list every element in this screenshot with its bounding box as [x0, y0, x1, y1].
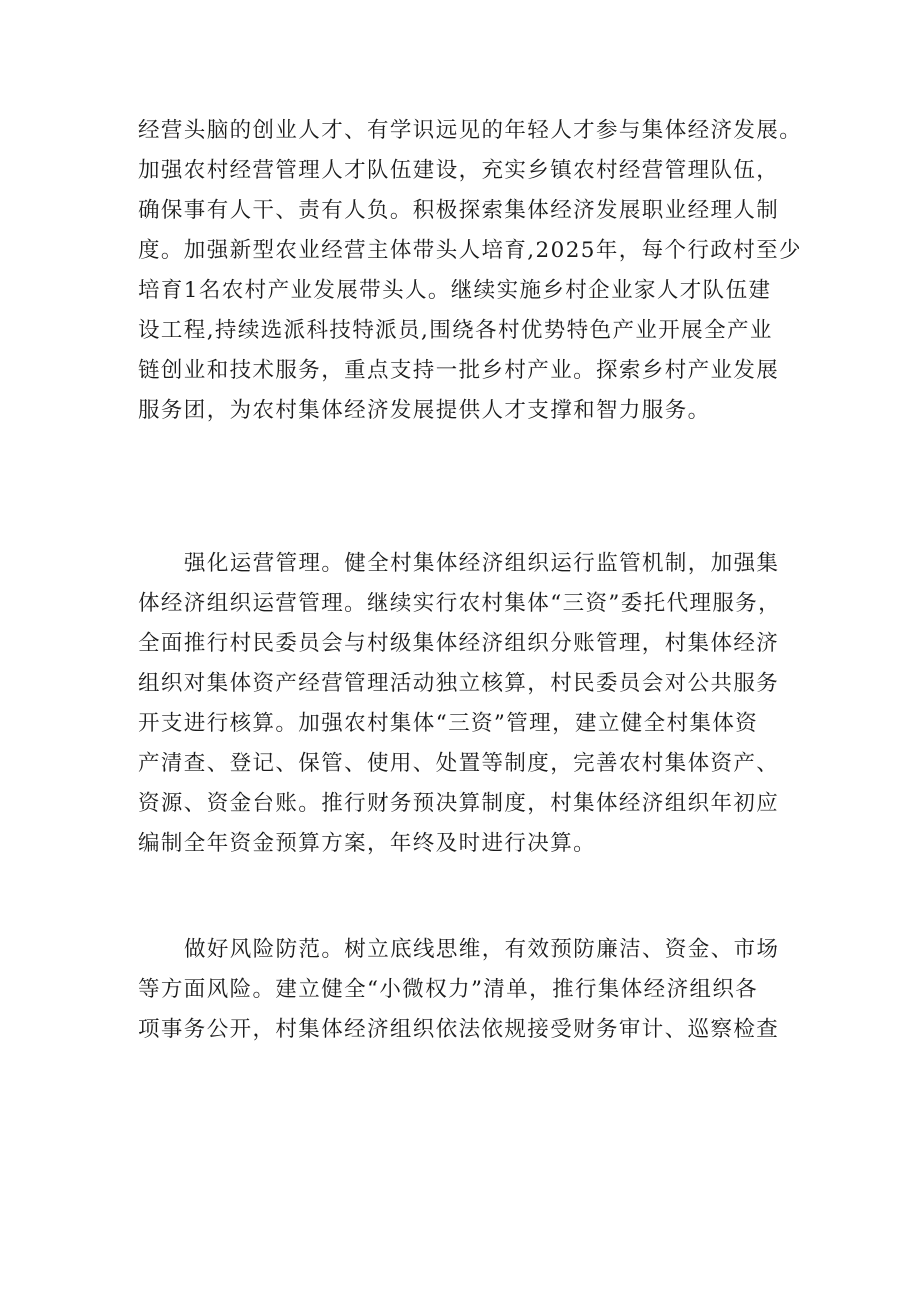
- text-line: 经营头脑的创业人才、有学识远见的年轻人才参与集体经济发展。: [138, 118, 803, 143]
- text-line: 加强农村经营管理人才队伍建设，充实乡镇农村经营管理队伍，: [138, 158, 780, 183]
- text-line: 体经济组织运营管理。继续实行农村集体“三资”委托代理服务，: [138, 591, 782, 616]
- text-line: 确保事有人干、责有人负。积极探索集体经济发展职业经理人制: [138, 198, 780, 223]
- text-line: 全面推行村民委员会与村级集体经济组织分账管理，村集体经济: [138, 631, 780, 656]
- text-line: 设工程,持续选派科技特派员,围绕各村优势特色产业开展全产业: [138, 318, 773, 343]
- paragraph-risk: [138, 930, 798, 1050]
- text-line: 资源、资金台账。推行财务预决算制度，村集体经济组织年初应: [138, 791, 780, 816]
- text-line: 项事务公开，村集体经济组织依法依规接受财务审计、巡察检查: [138, 1017, 780, 1042]
- text-line: 服务团，为农村集体经济发展提供人才支撑和智力服务。: [138, 398, 711, 423]
- text-line: 度。加强新型农业经营主体带头人培育,2025年，每个行政村至少: [138, 238, 802, 263]
- paragraph-operations: [138, 544, 798, 864]
- text-line-first: 做好风险防范。树立底线思维，有效预防廉洁、资金、市场: [184, 937, 780, 962]
- text-line-first: 强化运营管理。健全村集体经济组织运行监管机制，加强集: [184, 551, 780, 576]
- text-line: 等方面风险。建立健全“小微权力”清单，推行集体经济组织各: [138, 977, 759, 1002]
- paragraph-talent: [138, 111, 803, 431]
- text-line: 链创业和技术服务，重点支持一批乡村产业。探索乡村产业发展: [138, 358, 780, 383]
- text-line: 开支进行核算。加强农村集体“三资”管理，建立健全村集体资: [138, 711, 759, 736]
- text-line: 培育1名农村产业发展带头人。继续实施乡村企业家人才队伍建: [138, 278, 772, 303]
- text-line: 产清查、登记、保管、使用、处置等制度，完善农村集体资产、: [138, 751, 780, 776]
- text-line: 编制全年资金预算方案，年终及时进行决算。: [138, 831, 597, 856]
- text-line: 组织对集体资产经营管理活动独立核算，村民委员会对公共服务: [138, 671, 780, 696]
